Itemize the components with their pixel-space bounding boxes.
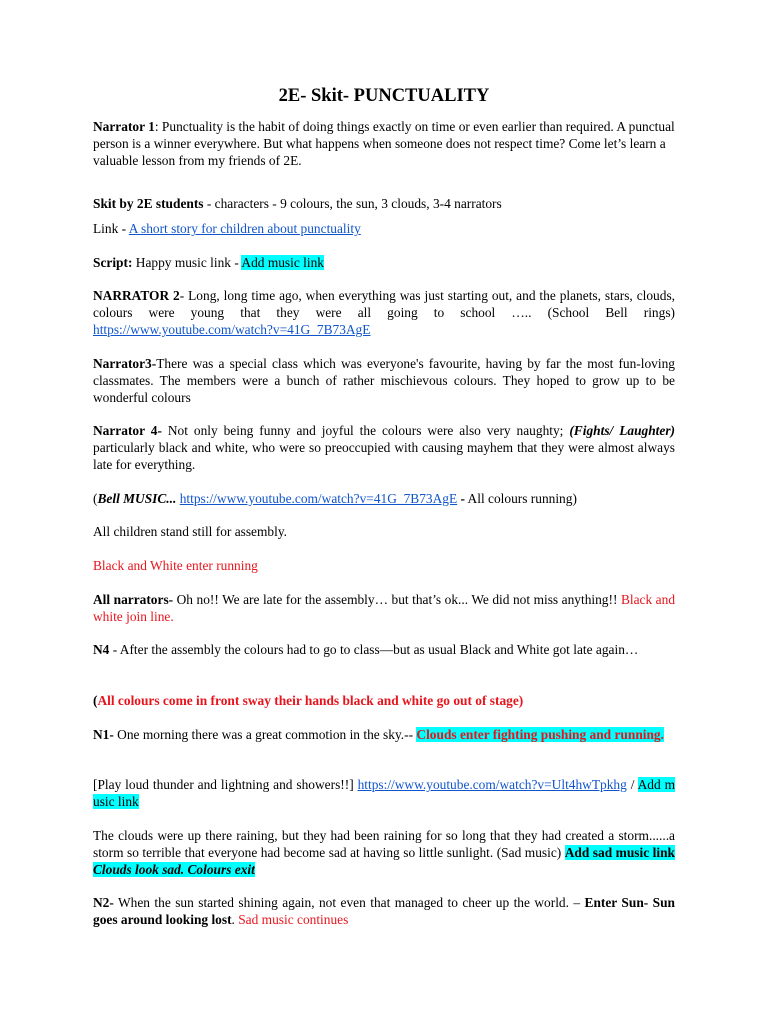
clouds-sad-highlight: Clouds look sad. Colours exit <box>93 862 255 877</box>
paragraph-text: - Long, long time ago, when everything was just starting out, and the planets, stars, clouds, colours were young that they were all going to school ….. (School Bell rings) <box>93 288 675 320</box>
link-prefix: Link - <box>93 221 129 236</box>
period: . <box>231 912 239 927</box>
paragraph-text: Oh no!! We are late for the assembly… but that’s ok... We did not miss anything!! <box>173 592 621 607</box>
separator: / <box>626 777 638 792</box>
stage-direction: All colours come in front sway their hands black and white go out of stage) <box>97 693 524 708</box>
clouds-enter-highlight: Clouds enter fighting pushing and running. <box>416 727 664 742</box>
add-sad-music-highlight: Add sad music link <box>564 845 675 860</box>
assembly-paragraph <box>93 523 675 540</box>
dash: - <box>457 491 465 506</box>
skit-info-paragraph <box>93 195 675 212</box>
story-link[interactable]: A short story for children about punctuality <box>128 221 361 236</box>
stage-direction: Black and White enter running <box>93 558 258 573</box>
skit-label: Skit by 2E students <box>93 196 204 211</box>
title-prefix: 2E- Skit- <box>278 86 354 106</box>
speaker-label: N4 <box>93 642 110 657</box>
stage-direction: (Fights/ Laughter) <box>569 423 675 438</box>
stage-direction: Enter Sun- Sun goes around looking lost <box>93 895 675 927</box>
black-white-enter-paragraph <box>93 557 675 574</box>
speaker-label: N2- <box>93 895 114 910</box>
paragraph-text: All children stand still for assembly. <box>93 524 288 539</box>
paragraph-text: The clouds were up there raining, but they had been raining for so long that they had created a storm......a storm so terrible that everyone had become sad at having so little sunlight. (Sad music) <box>93 828 675 860</box>
paragraph-text: One morning there was a great commotion in the sky.-- <box>113 727 417 742</box>
storm-paragraph <box>93 827 675 878</box>
n4-paragraph <box>93 641 675 658</box>
paragraph-text: particularly black and white, who were so preoccupied with causing mayhem that they were almost always late for everything. <box>93 440 675 472</box>
n2-paragraph <box>93 894 675 928</box>
speaker-label: N1- <box>93 727 114 742</box>
stage-direction: Black and white join line. <box>93 592 676 624</box>
youtube-link[interactable]: https://www.youtube.com/watch?v=41G_7B73AgE <box>93 322 371 337</box>
add-music-highlight: Add music link <box>93 777 675 809</box>
n1-paragraph <box>93 726 675 743</box>
paragraph-text: - characters - 9 colours, the sun, 3 clouds, 3-4 narrators <box>203 196 502 211</box>
youtube-link[interactable]: https://www.youtube.com/watch?v=Ult4hwTpkhg <box>357 777 627 792</box>
speaker-label: NARRATOR 2 <box>93 288 180 303</box>
speaker-label: All narrators- <box>93 592 174 607</box>
add-music-highlight: Add music link <box>241 255 324 270</box>
paragraph-text: : Punctuality is the habit of doing things exactly on time or even earlier than required. A punctual person is a winner everywhere. But what happens when someone does not respect time? Come let’s learn a valuable lesson from my friends of 2E. <box>93 119 675 168</box>
narrator-4-paragraph <box>93 422 675 473</box>
speaker-label: Narrator 4- <box>93 423 162 438</box>
thunder-paragraph <box>93 776 675 810</box>
paragraph-text: [Play loud thunder and lightning and showers!!] <box>93 777 358 792</box>
speaker-label: Narrator 1 <box>93 119 155 134</box>
paragraph-text: - After the assembly the colours had to go to class—but as usual Black and White got late again… <box>109 642 639 657</box>
all-colours-paragraph <box>93 692 675 709</box>
narrator-3-paragraph <box>93 355 675 406</box>
youtube-link[interactable]: https://www.youtube.com/watch?v=41G_7B73AgE <box>179 491 458 506</box>
story-link-paragraph <box>93 220 675 237</box>
paragraph-text: Not only being funny and joyful the colours were also very naughty; <box>161 423 570 438</box>
script-paragraph <box>93 254 675 271</box>
page-title <box>93 88 675 105</box>
all-narrators-paragraph <box>93 591 675 625</box>
paragraph-text: All colours running) <box>464 491 577 506</box>
paragraph-text: When the sun started shining again, not even that managed to cheer up the world. – <box>113 895 585 910</box>
paragraph-text: Happy music link - <box>132 255 242 270</box>
open-paren: ( <box>93 491 98 506</box>
bell-music-label: Bell MUSIC... <box>97 491 177 506</box>
script-label: Script: <box>93 255 133 270</box>
speaker-label: Narrator3- <box>93 356 157 371</box>
bell-music-paragraph <box>93 490 675 507</box>
paragraph-text: There was a special class which was everyone's favourite, having by far the most fun-loving classmates. The members were a bunch of rather mischievous colours. They hoped to grow up to be wonderful colours <box>93 356 675 405</box>
title-main: PUNCTUALITY <box>353 86 490 106</box>
stage-direction: Sad music continues <box>238 912 349 927</box>
narrator-1-paragraph <box>93 118 675 169</box>
narrator-2-paragraph <box>93 287 675 338</box>
open-paren: ( <box>93 693 98 708</box>
